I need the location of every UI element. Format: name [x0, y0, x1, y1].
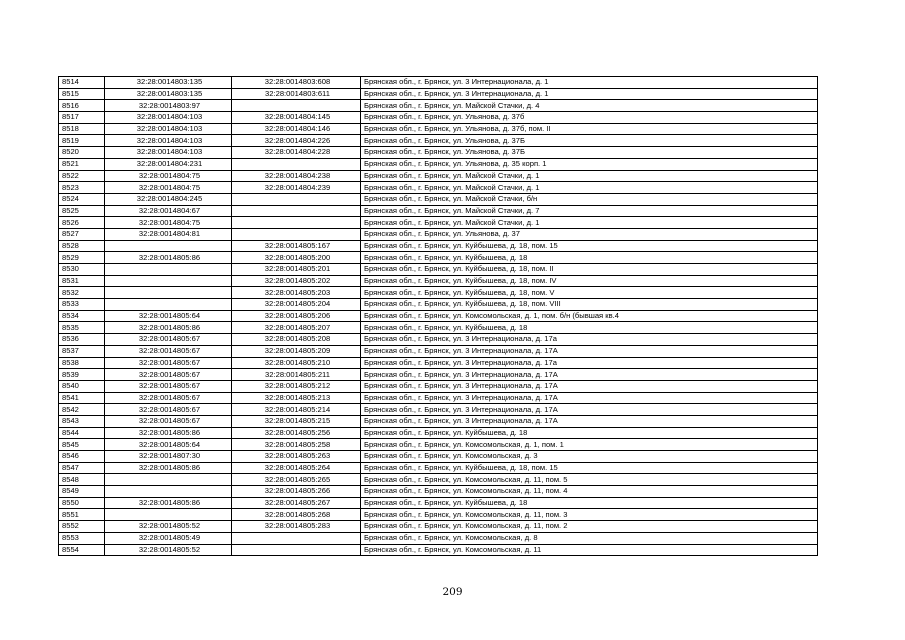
building-cadastral-number-cell: 32:28:0014805:210 [232, 357, 361, 369]
row-number-cell: 8534 [59, 310, 105, 322]
table-row [59, 462, 818, 474]
land-cadastral-number-cell: 32:28:0014807:30 [105, 451, 232, 463]
land-cadastral-number-cell: 32:28:0014805:86 [105, 252, 232, 264]
table-row [59, 299, 818, 311]
building-cadastral-number-cell [232, 228, 361, 240]
address-cell: Брянская обл., г. Брянск, ул. Комсомольская, д. 1, пом. 1 [361, 439, 818, 451]
address-cell: Брянская обл., г. Брянск, ул. Комсомольская, д. 11 [361, 544, 818, 556]
address-cell: Брянская обл., г. Брянск, ул. Ульянова, д. 37 [361, 228, 818, 240]
land-cadastral-number-cell: 32:28:0014804:67 [105, 205, 232, 217]
row-number-cell: 8541 [59, 392, 105, 404]
row-number-cell: 8518 [59, 123, 105, 135]
address-cell: Брянская обл., г. Брянск, ул. 3 Интернационала, д. 17А [361, 369, 818, 381]
address-cell: Брянская обл., г. Брянск, ул. Ульянова, д. 37Б [361, 147, 818, 159]
row-number-cell: 8528 [59, 240, 105, 252]
table-row [59, 369, 818, 381]
row-number-cell: 8538 [59, 357, 105, 369]
land-cadastral-number-cell: 32:28:0014805:86 [105, 497, 232, 509]
building-cadastral-number-cell: 32:28:0014805:206 [232, 310, 361, 322]
land-cadastral-number-cell: 32:28:0014804:75 [105, 182, 232, 194]
table-row [59, 544, 818, 556]
address-cell: Брянская обл., г. Брянск, ул. 3 Интернационала, д. 17а [361, 357, 818, 369]
table-row [59, 100, 818, 112]
row-number-cell: 8543 [59, 415, 105, 427]
land-cadastral-number-cell [105, 275, 232, 287]
table-row [59, 486, 818, 498]
building-cadastral-number-cell: 32:28:0014805:167 [232, 240, 361, 252]
row-number-cell: 8548 [59, 474, 105, 486]
address-cell: Брянская обл., г. Брянск, ул. Комсомольская, д. 8 [361, 532, 818, 544]
building-cadastral-number-cell: 32:28:0014804:145 [232, 112, 361, 124]
land-cadastral-number-cell [105, 474, 232, 486]
land-cadastral-number-cell: 32:28:0014805:86 [105, 322, 232, 334]
table-row [59, 451, 818, 463]
building-cadastral-number-cell: 32:28:0014805:212 [232, 380, 361, 392]
address-cell: Брянская обл., г. Брянск, ул. Ульянова, д. 37Б [361, 135, 818, 147]
address-cell: Брянская обл., г. Брянск, ул. Куйбышева, д. 18 [361, 497, 818, 509]
building-cadastral-number-cell: 32:28:0014805:211 [232, 369, 361, 381]
table-row [59, 322, 818, 334]
address-cell: Брянская обл., г. Брянск, ул. Комсомольская, д. 11, пом. 3 [361, 509, 818, 521]
address-cell: Брянская обл., г. Брянск, ул. 3 Интернационала, д. 17А [361, 404, 818, 416]
row-number-cell: 8554 [59, 544, 105, 556]
building-cadastral-number-cell: 32:28:0014804:228 [232, 147, 361, 159]
row-number-cell: 8544 [59, 427, 105, 439]
table-row [59, 509, 818, 521]
land-cadastral-number-cell [105, 486, 232, 498]
row-number-cell: 8516 [59, 100, 105, 112]
table-row [59, 380, 818, 392]
row-number-cell: 8522 [59, 170, 105, 182]
address-cell: Брянская обл., г. Брянск, ул. Комсомольская, д. 11, пом. 5 [361, 474, 818, 486]
row-number-cell: 8552 [59, 521, 105, 533]
building-cadastral-number-cell: 32:28:0014805:207 [232, 322, 361, 334]
row-number-cell: 8523 [59, 182, 105, 194]
address-cell: Брянская обл., г. Брянск, ул. Куйбышева, д. 18 [361, 427, 818, 439]
table-row [59, 474, 818, 486]
building-cadastral-number-cell: 32:28:0014804:146 [232, 123, 361, 135]
address-cell: Брянская обл., г. Брянск, ул. Майской Стачки, д. 4 [361, 100, 818, 112]
address-cell: Брянская обл., г. Брянск, ул. Майской Стачки, д. 7 [361, 205, 818, 217]
address-cell: Брянская обл., г. Брянск, ул. Майской Стачки, б/н [361, 193, 818, 205]
row-number-cell: 8526 [59, 217, 105, 229]
land-cadastral-number-cell: 32:28:0014805:64 [105, 310, 232, 322]
land-cadastral-number-cell: 32:28:0014804:245 [105, 193, 232, 205]
building-cadastral-number-cell: 32:28:0014805:264 [232, 462, 361, 474]
building-cadastral-number-cell: 32:28:0014805:268 [232, 509, 361, 521]
table-row [59, 77, 818, 89]
building-cadastral-number-cell: 32:28:0014803:611 [232, 88, 361, 100]
building-cadastral-number-cell [232, 532, 361, 544]
row-number-cell: 8527 [59, 228, 105, 240]
registry-table-body [59, 77, 818, 556]
address-cell: Брянская обл., г. Брянск, ул. Ульянова, д. 37б, пом. II [361, 123, 818, 135]
address-cell: Брянская обл., г. Брянск, ул. Куйбышева, д. 18, пом. 15 [361, 462, 818, 474]
building-cadastral-number-cell: 32:28:0014805:209 [232, 345, 361, 357]
table-row [59, 497, 818, 509]
address-cell: Брянская обл., г. Брянск, ул. Ульянова, д. 35 корп. 1 [361, 158, 818, 170]
land-cadastral-number-cell: 32:28:0014805:67 [105, 415, 232, 427]
table-row [59, 240, 818, 252]
address-cell: Брянская обл., г. Брянск, ул. Куйбышева, д. 18 [361, 322, 818, 334]
land-cadastral-number-cell: 32:28:0014805:52 [105, 521, 232, 533]
address-cell: Брянская обл., г. Брянск, ул. Комсомольская, д. 11, пом. 2 [361, 521, 818, 533]
land-cadastral-number-cell: 32:28:0014803:135 [105, 88, 232, 100]
land-cadastral-number-cell: 32:28:0014805:52 [105, 544, 232, 556]
table-row [59, 345, 818, 357]
address-cell: Брянская обл., г. Брянск, ул. Куйбышева, д. 18, пом. II [361, 264, 818, 276]
building-cadastral-number-cell: 32:28:0014805:267 [232, 497, 361, 509]
row-number-cell: 8546 [59, 451, 105, 463]
land-cadastral-number-cell: 32:28:0014805:67 [105, 334, 232, 346]
land-cadastral-number-cell: 32:28:0014805:86 [105, 427, 232, 439]
address-cell: Брянская обл., г. Брянск, ул. Майской Стачки, д. 1 [361, 217, 818, 229]
address-cell: Брянская обл., г. Брянск, ул. Ульянова, д. 37б [361, 112, 818, 124]
table-row [59, 158, 818, 170]
building-cadastral-number-cell [232, 158, 361, 170]
row-number-cell: 8520 [59, 147, 105, 159]
row-number-cell: 8530 [59, 264, 105, 276]
table-row [59, 252, 818, 264]
address-cell: Брянская обл., г. Брянск, ул. 3 Интернационала, д. 17А [361, 392, 818, 404]
building-cadastral-number-cell: 32:28:0014805:256 [232, 427, 361, 439]
building-cadastral-number-cell: 32:28:0014805:265 [232, 474, 361, 486]
building-cadastral-number-cell: 32:28:0014805:214 [232, 404, 361, 416]
row-number-cell: 8545 [59, 439, 105, 451]
property-registry-table [58, 76, 818, 556]
address-cell: Брянская обл., г. Брянск, ул. Майской Стачки, д. 1 [361, 170, 818, 182]
row-number-cell: 8521 [59, 158, 105, 170]
row-number-cell: 8535 [59, 322, 105, 334]
table-row [59, 427, 818, 439]
land-cadastral-number-cell: 32:28:0014804:75 [105, 170, 232, 182]
row-number-cell: 8536 [59, 334, 105, 346]
building-cadastral-number-cell: 32:28:0014805:201 [232, 264, 361, 276]
table-row [59, 205, 818, 217]
land-cadastral-number-cell: 32:28:0014804:103 [105, 123, 232, 135]
address-cell: Брянская обл., г. Брянск, ул. Куйбышева, д. 18, пом. VIII [361, 299, 818, 311]
address-cell: Брянская обл., г. Брянск, ул. 3 Интернационала, д. 17А [361, 380, 818, 392]
address-cell: Брянская обл., г. Брянск, ул. 3 Интернационала, д. 17А [361, 345, 818, 357]
table-row [59, 170, 818, 182]
building-cadastral-number-cell: 32:28:0014804:226 [232, 135, 361, 147]
row-number-cell: 8532 [59, 287, 105, 299]
row-number-cell: 8524 [59, 193, 105, 205]
land-cadastral-number-cell: 32:28:0014803:97 [105, 100, 232, 112]
row-number-cell: 8514 [59, 77, 105, 89]
building-cadastral-number-cell [232, 544, 361, 556]
row-number-cell: 8550 [59, 497, 105, 509]
table-row [59, 275, 818, 287]
page-number: 209 [442, 586, 463, 598]
address-cell: Брянская обл., г. Брянск, ул. Куйбышева, д. 18, пом. V [361, 287, 818, 299]
address-cell: Брянская обл., г. Брянск, ул. Комсомольская, д. 1, пом. б/н (бывшая кв.4 [361, 310, 818, 322]
building-cadastral-number-cell: 32:28:0014804:239 [232, 182, 361, 194]
address-cell: Брянская обл., г. Брянск, ул. 3 Интернационала, д. 1 [361, 88, 818, 100]
row-number-cell: 8515 [59, 88, 105, 100]
land-cadastral-number-cell: 32:28:0014805:49 [105, 532, 232, 544]
land-cadastral-number-cell: 32:28:0014805:86 [105, 462, 232, 474]
building-cadastral-number-cell [232, 217, 361, 229]
row-number-cell: 8539 [59, 369, 105, 381]
table-row [59, 182, 818, 194]
row-number-cell: 8519 [59, 135, 105, 147]
land-cadastral-number-cell: 32:28:0014804:103 [105, 147, 232, 159]
address-cell: Брянская обл., г. Брянск, ул. 3 Интернационала, д. 17А [361, 415, 818, 427]
table-row [59, 404, 818, 416]
row-number-cell: 8525 [59, 205, 105, 217]
building-cadastral-number-cell: 32:28:0014805:213 [232, 392, 361, 404]
land-cadastral-number-cell: 32:28:0014804:231 [105, 158, 232, 170]
building-cadastral-number-cell: 32:28:0014805:283 [232, 521, 361, 533]
land-cadastral-number-cell: 32:28:0014805:67 [105, 380, 232, 392]
land-cadastral-number-cell: 32:28:0014804:81 [105, 228, 232, 240]
building-cadastral-number-cell: 32:28:0014805:258 [232, 439, 361, 451]
address-cell: Брянская обл., г. Брянск, ул. Куйбышева, д. 18, пом. IV [361, 275, 818, 287]
building-cadastral-number-cell: 32:28:0014805:204 [232, 299, 361, 311]
building-cadastral-number-cell: 32:28:0014803:608 [232, 77, 361, 89]
address-cell: Брянская обл., г. Брянск, ул. 3 Интернационала, д. 1 [361, 77, 818, 89]
land-cadastral-number-cell: 32:28:0014804:75 [105, 217, 232, 229]
address-cell: Брянская обл., г. Брянск, ул. Куйбышева, д. 18 [361, 252, 818, 264]
building-cadastral-number-cell [232, 193, 361, 205]
building-cadastral-number-cell: 32:28:0014805:208 [232, 334, 361, 346]
row-number-cell: 8517 [59, 112, 105, 124]
row-number-cell: 8540 [59, 380, 105, 392]
land-cadastral-number-cell [105, 240, 232, 252]
address-cell: Брянская обл., г. Брянск, ул. Комсомольская, д. 3 [361, 451, 818, 463]
address-cell: Брянская обл., г. Брянск, ул. 3 Интернационала, д. 17а [361, 334, 818, 346]
row-number-cell: 8529 [59, 252, 105, 264]
table-row [59, 264, 818, 276]
table-row [59, 88, 818, 100]
table-row [59, 287, 818, 299]
row-number-cell: 8549 [59, 486, 105, 498]
building-cadastral-number-cell: 32:28:0014804:238 [232, 170, 361, 182]
land-cadastral-number-cell [105, 264, 232, 276]
table-row [59, 217, 818, 229]
land-cadastral-number-cell: 32:28:0014805:67 [105, 392, 232, 404]
land-cadastral-number-cell: 32:28:0014803:135 [105, 77, 232, 89]
building-cadastral-number-cell: 32:28:0014805:200 [232, 252, 361, 264]
row-number-cell: 8533 [59, 299, 105, 311]
table-row [59, 357, 818, 369]
land-cadastral-number-cell: 32:28:0014804:103 [105, 112, 232, 124]
building-cadastral-number-cell: 32:28:0014805:203 [232, 287, 361, 299]
row-number-cell: 8547 [59, 462, 105, 474]
building-cadastral-number-cell [232, 205, 361, 217]
land-cadastral-number-cell: 32:28:0014805:67 [105, 357, 232, 369]
table-row [59, 228, 818, 240]
table-row [59, 532, 818, 544]
row-number-cell: 8551 [59, 509, 105, 521]
building-cadastral-number-cell: 32:28:0014805:215 [232, 415, 361, 427]
land-cadastral-number-cell [105, 287, 232, 299]
table-row [59, 310, 818, 322]
registry-sheet [58, 76, 817, 556]
building-cadastral-number-cell: 32:28:0014805:263 [232, 451, 361, 463]
table-row [59, 135, 818, 147]
building-cadastral-number-cell: 32:28:0014805:266 [232, 486, 361, 498]
table-row [59, 112, 818, 124]
table-row [59, 193, 818, 205]
land-cadastral-number-cell: 32:28:0014805:67 [105, 345, 232, 357]
table-row [59, 334, 818, 346]
address-cell: Брянская обл., г. Брянск, ул. Майской Стачки, д. 1 [361, 182, 818, 194]
table-row [59, 123, 818, 135]
address-cell: Брянская обл., г. Брянск, ул. Комсомольская, д. 11, пом. 4 [361, 486, 818, 498]
table-row [59, 521, 818, 533]
table-row [59, 392, 818, 404]
land-cadastral-number-cell [105, 299, 232, 311]
address-cell: Брянская обл., г. Брянск, ул. Куйбышева, д. 18, пом. 15 [361, 240, 818, 252]
row-number-cell: 8537 [59, 345, 105, 357]
land-cadastral-number-cell: 32:28:0014805:67 [105, 404, 232, 416]
land-cadastral-number-cell: 32:28:0014805:64 [105, 439, 232, 451]
row-number-cell: 8531 [59, 275, 105, 287]
building-cadastral-number-cell [232, 100, 361, 112]
land-cadastral-number-cell: 32:28:0014805:67 [105, 369, 232, 381]
land-cadastral-number-cell [105, 509, 232, 521]
land-cadastral-number-cell: 32:28:0014804:103 [105, 135, 232, 147]
building-cadastral-number-cell: 32:28:0014805:202 [232, 275, 361, 287]
table-row [59, 415, 818, 427]
table-row [59, 147, 818, 159]
table-row [59, 439, 818, 451]
row-number-cell: 8553 [59, 532, 105, 544]
row-number-cell: 8542 [59, 404, 105, 416]
